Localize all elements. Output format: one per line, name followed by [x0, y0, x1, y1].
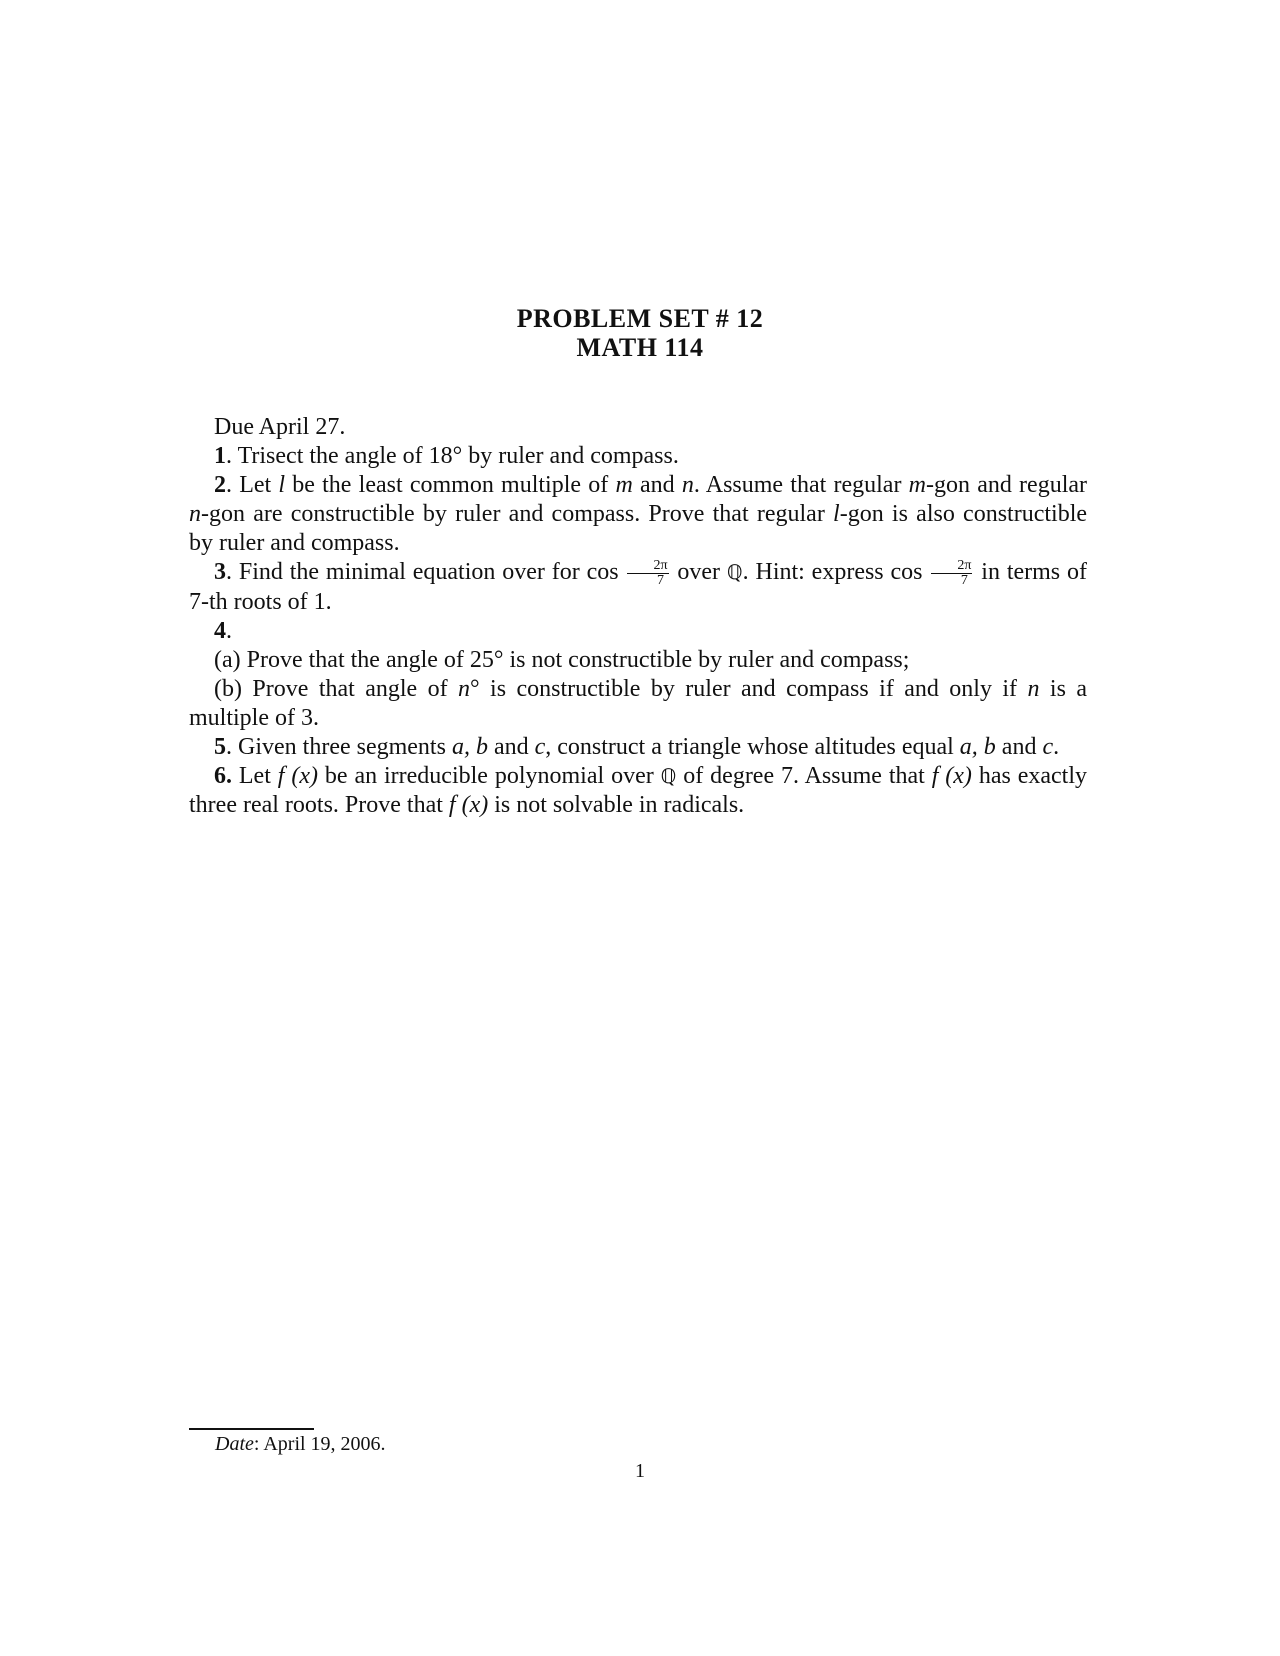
title-line-2: MATH 114: [576, 333, 704, 362]
fraction: $\frac{2\pi}{7}$: [931, 559, 972, 588]
page-number: 1: [635, 1460, 645, 1482]
problem-4b: (b) Prove that angle of n° is constructible by ruler and compass if and only if n is a multiple of 3.: [189, 675, 1087, 731]
problem-3: 3. Find the minimal equation over for cos $\frac{2\pi}{7}$ over ℚ. Hint: express cos $\frac{2\pi}{7}$ in terms of 7-th roots of 1.: [189, 557, 1087, 615]
problem-4a: (a) Prove that the angle of 25° is not constructible by ruler and compass;: [214, 646, 910, 673]
problem-number: 1: [214, 443, 226, 469]
due-date: Due April 27.: [214, 414, 346, 440]
problem-4: 4.: [214, 617, 232, 644]
problem-1: 1. Trisect the angle of 18° by ruler and compass.: [214, 443, 679, 469]
document-title: [0, 304, 1280, 362]
problem-5: 5. Given three segments a, b and c, construct a triangle whose altitudes equal a, b and c.: [214, 733, 1060, 760]
title-line-1: PROBLEM SET # 12: [516, 304, 764, 333]
problem-number: 3: [214, 559, 226, 585]
footnote-date: Date: April 19, 2006.: [215, 1433, 386, 1455]
problem-list: [189, 413, 1087, 820]
problem-2: 2. Let l be the least common multiple of m and n. Assume that regular m-gon and regular n-gon are constructible by ruler and compass. Prove that regular l-gon is also constructible by ruler and compass.: [189, 472, 1088, 556]
problem-number: 2: [214, 472, 226, 498]
problem-number: 5: [214, 733, 226, 760]
fraction: $\frac{2\pi}{7}$: [627, 559, 668, 588]
problem-number: 6.: [214, 762, 232, 789]
footnote-rule: [189, 1428, 314, 1430]
problem-number: 4: [214, 617, 226, 644]
problem-6: 6. Let f (x) be an irreducible polynomial over ℚ of degree 7. Assume that f (x) has exactly three real roots. Prove that f (x) is not solvable in radicals.: [189, 762, 1088, 818]
